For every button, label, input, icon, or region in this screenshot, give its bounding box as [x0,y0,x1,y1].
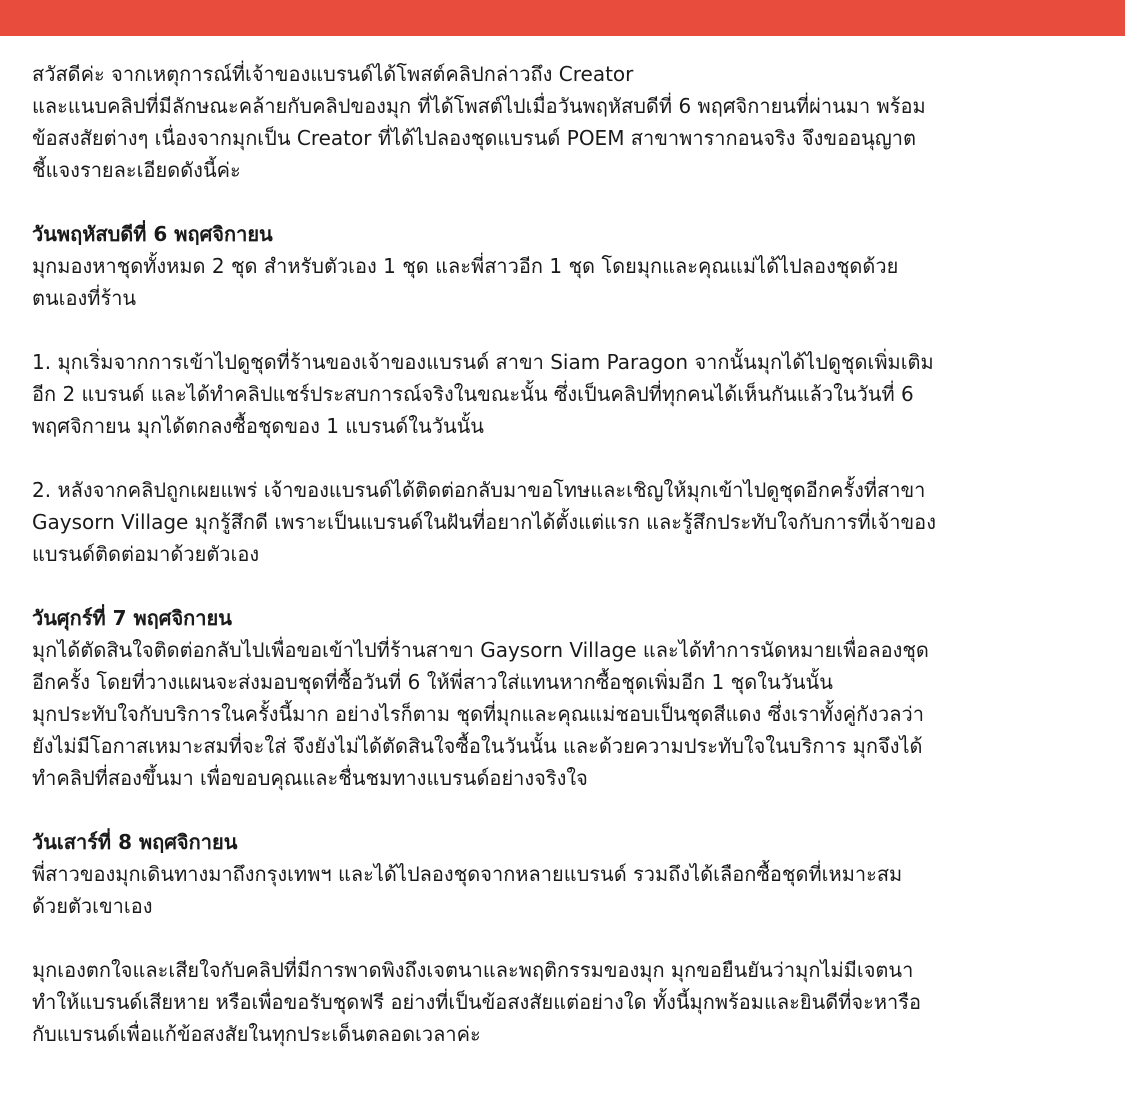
top-accent-bar [0,0,1125,36]
point-1-paragraph: 1. มุกเริ่มจากการเข้าไปดูชุดที่ร้านของเจ้าของแบรนด์ สาขา Siam Paragon จากนั้นมุกได้ไปดูชุดเพิ่มเติม อีก 2 แบรนด์ และได้ทำคลิปแชร์ประสบการณ์จริงในขณะนั้น ซึ่งเป็นคลิปที่ทุกคนได้เห็นกันแล้วในวันที่ 6 พฤศจิกายน มุกได้ตกลงซื้อชุดของ 1 แบรนด์ในวันนั้น [32,350,934,438]
saturday-section [32,826,1098,922]
friday-body: มุกได้ตัดสินใจติดต่อกลับไปเพื่อขอเข้าไปที่ร้านสาขา Gaysorn Village และได้ทำการนัดหมายเพื่อลองชุด อีกครั้ง โดยที่วางแผนจะส่งมอบชุดที่ซื้อวันที่ 6 ให้พี่สาวใส่แทนหากซื้อชุดเพิ่มอีก 1 ชุดในวันนั้น มุกประทับใจกับบริการในครั้งนี้มาก อย่างไรก็ตาม ชุดที่มุกและคุณแม่ชอบเป็นชุดสีแดง ซึ่งเราทั้งคู่กังวลว่า ยังไม่มีโอกาสเหมาะสมที่จะใส่ จึงยังไม่ได้ตัดสินใจซื้อในวันนั้น และด้วยความประทับใจในบริการ มุกจึงได้ ทำคลิปที่สองขึ้นมา เพื่อขอบคุณและชื่นชมทางแบรนด์อย่างจริงใจ [32,638,929,790]
statement-document [32,58,1098,1082]
thursday-heading: วันพฤหัสบดีที่ 6 พฤศจิกายน [32,222,273,246]
thursday-section [32,218,1098,314]
saturday-body: พี่สาวของมุกเดินทางมาถึงกรุงเทพฯ และได้ไปลองชุดจากหลายแบรนด์ รวมถึงได้เลือกซื้อชุดที่เหมาะสม ด้วยตัวเขาเอง [32,862,903,918]
point-2-paragraph: 2. หลังจากคลิปถูกเผยแพร่ เจ้าของแบรนด์ได้ติดต่อกลับมาขอโทษและเชิญให้มุกเข้าไปดูชุดอีกครั้งที่สาขา Gaysorn Village มุกรู้สึกดี เพราะเป็นแบรนด์ในฝันที่อยากได้ตั้งแต่แรก และรู้สึกประทับใจกับการที่เจ้าของ แบรนด์ติดต่อมาด้วยตัวเอง [32,478,936,566]
friday-heading: วันศุกร์ที่ 7 พฤศจิกายน [32,606,232,630]
saturday-heading: วันเสาร์ที่ 8 พฤศจิกายน [32,830,238,854]
closing-paragraph: มุกเองตกใจและเสียใจกับคลิปที่มีการพาดพิงถึงเจตนาและพฤติกรรมของมุก มุกขอยืนยันว่ามุกไม่มีเจตนา ทำให้แบรนด์เสียหาย หรือเพื่อขอรับชุดฟรี อย่างที่เป็นข้อสงสัยแต่อย่างใด ทั้งนี้มุกพร้อมและยินดีที่จะหารือ กับแบรนด์เพื่อแก้ข้อสงสัยในทุกประเด็นตลอดเวลาค่ะ [32,958,922,1046]
friday-section [32,602,1098,794]
intro-paragraph: สวัสดีค่ะ จากเหตุการณ์ที่เจ้าของแบรนด์ได้โพสต์คลิปกล่าวถึง Creator และแนบคลิปที่มีลักษณะคล้ายกับคลิปของมุก ที่ได้โพสต์ไปเมื่อวันพฤหัสบดีที่ 6 พฤศจิกายนที่ผ่านมา พร้อม ข้อสงสัยต่างๆ เนื่องจากมุกเป็น Creator ที่ได้ไปลองชุดแบรนด์ POEM สาขาพารากอนจริง จึงขออนุญาต ชี้แจงรายละเอียดดังนี้ค่ะ [32,62,926,182]
thursday-body: มุกมองหาชุดทั้งหมด 2 ชุด สำหรับตัวเอง 1 ชุด และพี่สาวอีก 1 ชุด โดยมุกและคุณแม่ได้ไปลองชุดด้วย ตนเองที่ร้าน [32,254,899,310]
